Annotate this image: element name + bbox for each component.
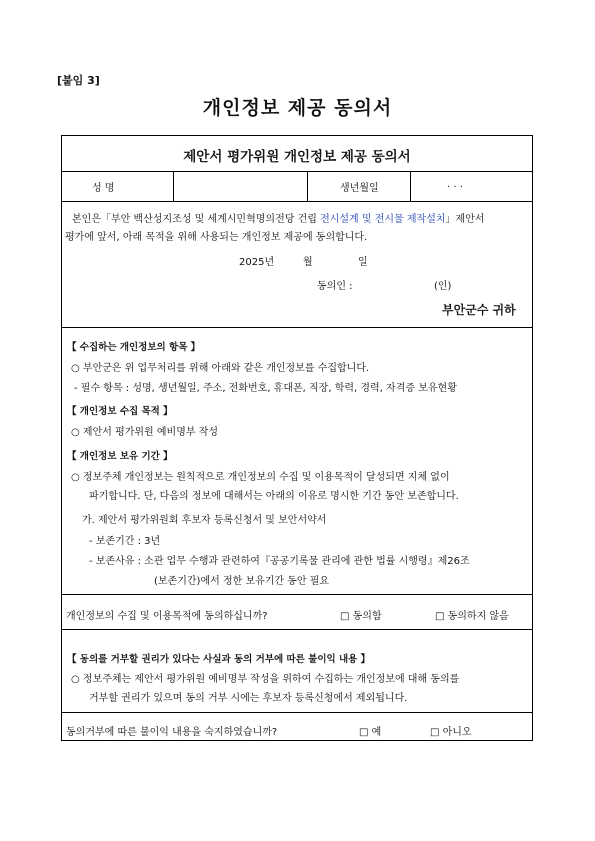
divider <box>307 171 308 201</box>
document-title: 개인정보 제공 동의서 <box>202 97 393 119</box>
date-month: 월 <box>303 257 313 268</box>
name-label: 성 명 <box>92 183 115 194</box>
divider <box>410 171 411 201</box>
purpose-line: ○ 제안서 평가위원 예비명부 작성 <box>71 427 219 438</box>
attachment-label: [붙임 3] <box>57 74 100 87</box>
no-checkbox[interactable]: □ 아니오 <box>430 727 472 738</box>
retention-line: 가. 제안서 평가위원회 후보자 등록신청서 및 보안서약서 <box>82 515 327 526</box>
purpose-title: 【 개인정보 수집 목적 】 <box>67 406 173 417</box>
date-day: 일 <box>358 257 368 268</box>
agree-checkbox[interactable]: □ 동의함 <box>340 611 382 622</box>
signer-label: 동의인 : <box>317 281 353 292</box>
divider <box>62 171 532 172</box>
consent-statement <box>72 210 485 225</box>
refusal-title: 【 동의를 거부할 권리가 있다는 사실과 동의 거부에 따른 불이익 내용 】 <box>67 654 371 665</box>
seal-mark: (인) <box>434 281 452 292</box>
birth-label: 생년월일 <box>340 183 379 194</box>
divider <box>62 201 532 202</box>
consent-question: 개인정보의 수집 및 이용목적에 동의하십니까? <box>66 611 268 622</box>
form-header: 제안서 평가위원 개인정보 제공 동의서 <box>183 149 411 165</box>
consent-text: 」제안서 <box>445 214 485 225</box>
refusal-line: ○ 정보주체는 제안서 평가위원 예비명부 작성을 위하여 수집하는 개인정보에 대해 동의를 <box>71 674 460 685</box>
items-title: 【 수집하는 개인정보의 항목 】 <box>67 342 201 353</box>
divider <box>62 594 532 595</box>
date-year: 2025년 <box>239 257 275 268</box>
retention-line: - 보존사유 : 소관 업무 수행과 관련하여『공공기록물 관리에 관한 법률 시행령』제26조 <box>89 556 470 567</box>
consent-form <box>61 135 533 741</box>
items-line: - 필수 항목 : 성명, 생년월일, 주소, 전화번호, 휴대폰, 직장, 학력, 경력, 자격증 보유현황 <box>74 383 457 394</box>
consent-statement-line2: 평가에 앞서, 아래 목적을 위해 사용되는 개인정보 제공에 동의합니다. <box>65 232 368 243</box>
divider <box>62 629 532 630</box>
retention-line: 파기합니다. 단, 다음의 정보에 대해서는 아래의 이유로 명시한 기간 동안 보존합니다. <box>89 491 459 502</box>
addressee: 부안군수 귀하 <box>442 303 516 317</box>
divider <box>62 712 532 713</box>
retention-title: 【 개인정보 보유 기간 】 <box>67 451 173 462</box>
birth-field[interactable]: . . . <box>447 179 463 190</box>
project-name: 전시설계 및 전시물 제작설치 <box>320 214 446 225</box>
retention-line: ○ 정보주체 개인정보는 원칙적으로 개인정보의 수집 및 이용목적이 달성되면 지체 없이 <box>71 472 450 483</box>
divider <box>173 171 174 201</box>
refusal-line: 거부할 권리가 있으며 동의 거부 시에는 후보자 등록신청에서 제외됩니다. <box>89 693 408 704</box>
items-line: ○ 부안군은 위 업무처리를 위해 아래와 같은 개인정보를 수집합니다. <box>71 363 370 374</box>
divider <box>62 327 532 328</box>
retention-line: - 보존기간 : 3년 <box>89 536 161 547</box>
retention-line: (보존기간)에서 정한 보유기간 동안 필요 <box>154 576 330 587</box>
yes-checkbox[interactable]: □ 예 <box>359 727 382 738</box>
disagree-checkbox[interactable]: □ 동의하지 않음 <box>435 611 509 622</box>
consent-text: 본인은「부안 백산성지조성 및 세계시민혁명의전당 건립 <box>72 214 321 225</box>
acknowledge-question: 동의거부에 따른 불이익 내용을 숙지하였습니까? <box>66 727 278 738</box>
